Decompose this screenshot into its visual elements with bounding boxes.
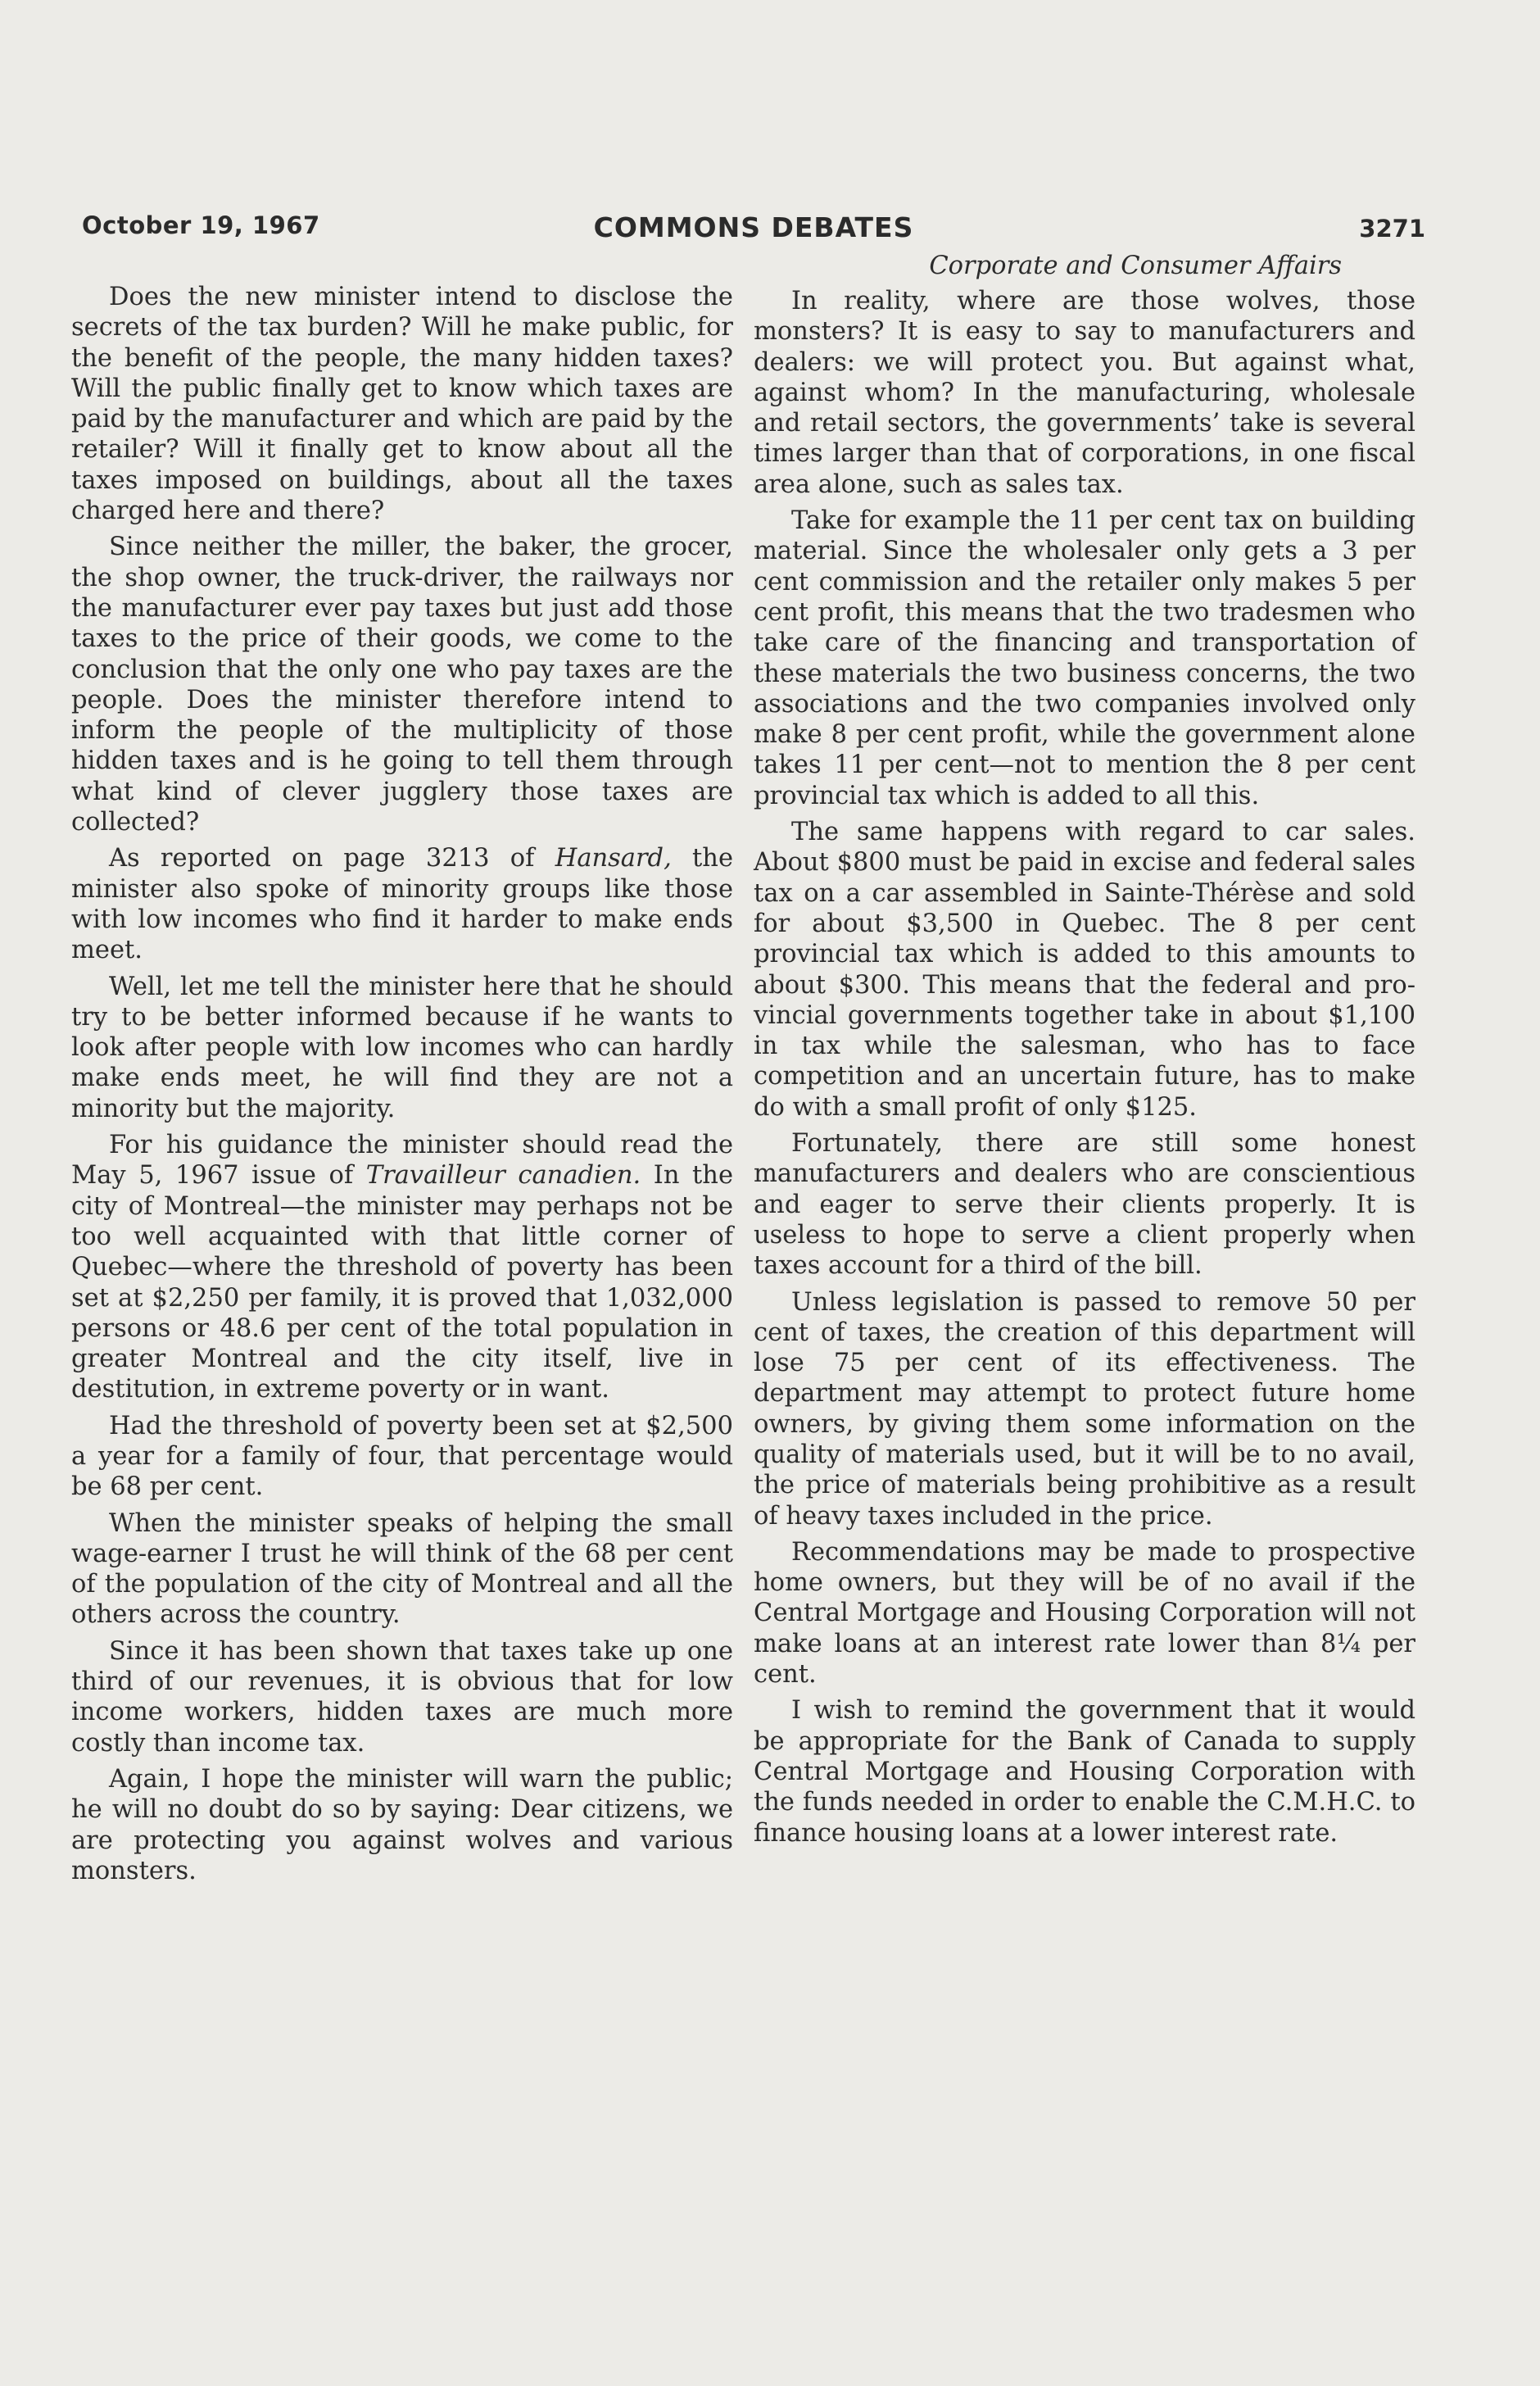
paragraph: Well, let me tell the minister here that he should try to be better informed because if he wants to look after people with low incomes who can hardly make ends meet, he will find they are not a minority but the majority.: [71, 972, 733, 1123]
header-page-number: 3271: [1359, 215, 1425, 243]
paragraph: Had the threshold of poverty been set at $2,500 a year for a family of four, that percentage would be 68 per cent.: [71, 1411, 733, 1502]
paragraph: Fortunately, there are still some honest manufacturers and dealers who are conscientious and eager to serve their clients properly. It is useless to hope to serve a client properly when taxes account for a third of the bill.: [754, 1129, 1415, 1281]
paragraph-text: For his guidance the minister should read the May 5, 1967 issue of: [71, 1131, 733, 1191]
paragraph: [71, 1130, 733, 1405]
publication-title: Travailleur canadien.: [365, 1161, 641, 1191]
left-column: [71, 282, 733, 1892]
publication-title: Hansard,: [555, 844, 672, 873]
page-header: [82, 211, 1425, 252]
paragraph: [71, 843, 733, 965]
section-heading: Corporate and Consumer Affairs: [929, 252, 1342, 280]
header-date: October 19, 1967: [82, 211, 320, 239]
paragraph-text: the minister also spoke of minority groups like those with low incomes who find it harder to make ends meet.: [71, 844, 733, 965]
paragraph: Since it has been shown that taxes take up one third of our revenues, it is obvious that for low income workers, hidden taxes are much more costly than income tax.: [71, 1636, 733, 1758]
paragraph: Since neither the miller, the baker, the grocer, the shop owner, the truck-driver, the railways nor the manufacturer ever pay taxes but just add those taxes to the price of their goods, we come to the conclusion that the only one who pay taxes are the people. Does the minister therefore intend to inform the people of the multiplicity of those hidden taxes and is he going to tell them through what kind of clever jugglery those taxes are collected?: [71, 533, 733, 837]
paragraph: In reality, where are those wolves, those monsters? It is easy to say to manufacturers and dealers: we will protect you. But against what, against whom? In the manufacturing, wholesale and retail sectors, the governments’ take is several times larger than that of corporations, in one fiscal area alone, such as sales tax.: [754, 287, 1415, 499]
paragraph-text: As reported on page 3213 of: [109, 844, 555, 873]
paragraph: Take for example the 11 per cent tax on building material. Since the wholesaler only gets a 3 per cent commission and the retailer only makes 5 per cent profit, this means that the two tradesmen who take care of the financing and transportation of these materials the two business concerns, the two associations and the two companies involved only make 8 per cent profit, while the government alone takes 11 per cent—not to mention the 8 per cent provincial tax which is added to all this.: [754, 506, 1415, 810]
paragraph: Unless legislation is passed to remove 50 per cent of taxes, the creation of this department will lose 75 per cent of its effectiveness. The department may attempt to protect future home owners, by giving them some information on the quality of materials used, but it will be to no avail, the price of materials being prohibitive as a result of heavy taxes included in the price.: [754, 1287, 1415, 1531]
paragraph-text: In the city of Montreal—the minister may perhaps not be too well acquainted with that little corner of Quebec—where the threshold of poverty has been set at $2,250 per family, it is proved that 1,032,000 persons or 48.6 per cent of the total population in greater Montreal and the city itself, live in destitution, in extreme poverty or in want.: [71, 1161, 734, 1404]
right-column: [754, 251, 1415, 1854]
paragraph: Recommendations may be made to prospective home owners, but they will be of no avail if the Central Mortgage and Housing Corporation will not make loans at an interest rate lower than 8¼ per cent.: [754, 1537, 1415, 1690]
paragraph: Does the new minister intend to disclose the secrets of the tax burden? Will he make public, for the benefit of the people, the many hidden taxes? Will the public finally get to know which taxes are paid by the manufacturer and which are paid by the retailer? Will it finally get to know about all the taxes imposed on buildings, about all the taxes charged here and there?: [71, 283, 733, 526]
paragraph: I wish to remind the government that it would be appropriate for the Bank of Canada to supply Central Mortgage and Housing Corporation with the funds needed in order to enable the C.M.H.C. to finance housing loans at a lower interest rate.: [754, 1696, 1415, 1848]
paragraph: Again, I hope the minister will warn the public; he will no doubt do so by saying: Dear citizens, we are protecting you against wolves and various monsters.: [71, 1764, 733, 1885]
paragraph: When the minister speaks of helping the small wage-earner I trust he will think of the 68 per cent of the population of the city of Montreal and all the others across the country.: [71, 1508, 733, 1630]
paragraph: The same happens with regard to car sales. About $800 must be paid in excise and federal sales tax on a car assembled in Sainte-Thérèse and sold for about $3,500 in Quebec. The 8 per cent provincial tax which is added to this amounts to about $300. This means that the federal and provincial governments together take in about $1,100 in tax while the salesman, who has to face competition and an uncertain future, has to make do with a small profit of only $125.: [754, 818, 1415, 1122]
header-journal-title: COMMONS DEBATES: [593, 211, 914, 243]
